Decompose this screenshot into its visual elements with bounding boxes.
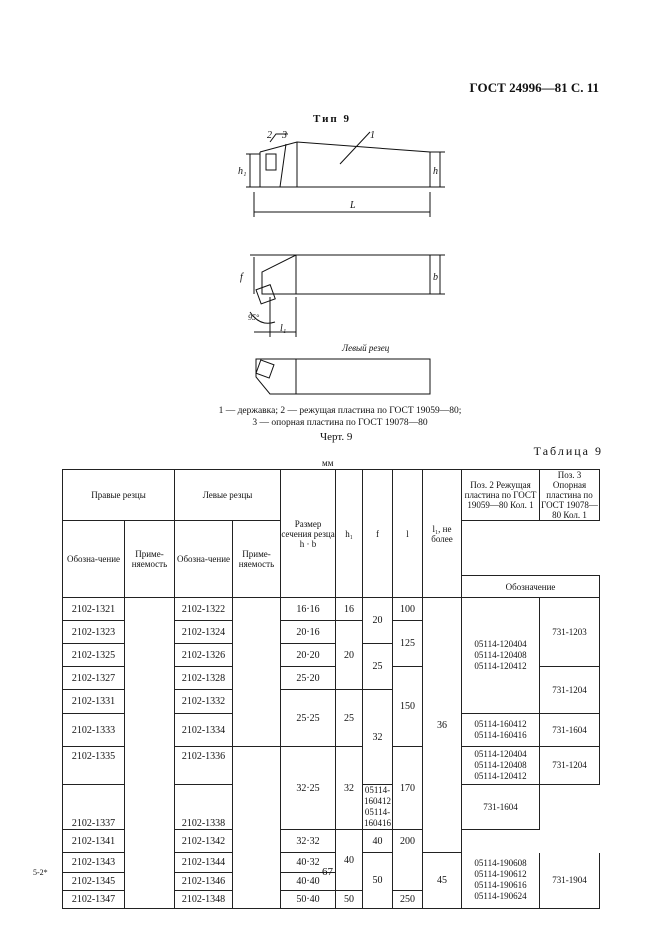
header-section: Размер сечения резца h · b <box>281 470 336 598</box>
right-code: 2102-1327 <box>63 667 125 690</box>
l-value: 100 <box>393 598 423 621</box>
l-value: 150 <box>393 667 423 747</box>
header-designation-sub: Обозначение <box>462 576 600 598</box>
section-value: 50·40 <box>281 891 336 909</box>
caption-line-1: 1 — державка; 2 — режущая пластина по ГОСТ 19059—80; <box>218 406 462 416</box>
dim-L: L <box>350 200 356 211</box>
f-value: 40 <box>363 830 393 853</box>
right-code: 2102-1347 <box>63 891 125 909</box>
pos2-value: 05114-160412 05114-160416 <box>364 785 392 828</box>
right-code: 2102-1321 <box>63 598 125 621</box>
section-value: 25·20 <box>281 667 336 690</box>
section-value: 25·25 <box>281 690 336 747</box>
section-value: 40·32 <box>281 853 336 873</box>
dim-f: f <box>240 272 243 283</box>
pos2-value: 05114-190608 05114-190612 05114-190616 05114-190624 <box>462 853 540 909</box>
header-l: l <box>393 470 423 598</box>
left-code: 2102-1346 <box>175 873 233 891</box>
unit-label: мм <box>322 458 334 468</box>
document-header: ГОСТ 24996—81 С. 11 <box>469 80 599 95</box>
header-right-designation: Обозна-чение <box>63 521 125 598</box>
f-value: 32 <box>363 690 393 785</box>
right-code: 2102-1341 <box>63 830 125 853</box>
left-code: 2102-1332 <box>175 690 233 714</box>
page-number: 67 <box>322 866 333 878</box>
header-left-designation: Обозна-чение <box>175 521 233 598</box>
dim-angle: 95° <box>248 313 260 322</box>
right-code: 2102-1333 <box>63 714 125 747</box>
right-code: 2102-1325 <box>63 644 125 667</box>
right-code: 2102-1323 <box>63 621 125 644</box>
f-value: 50 <box>363 853 393 909</box>
section-value: 20·20 <box>281 644 336 667</box>
l-value: 200 <box>393 830 423 853</box>
header-left-cutters: Левые резцы <box>175 470 281 521</box>
footnote: 5-2* <box>33 868 48 877</box>
dim-h1: h₁ <box>238 166 247 177</box>
technical-drawing <box>230 122 460 407</box>
side-view-insert <box>266 154 276 170</box>
left-code: 2102-1338 <box>175 785 233 830</box>
pos3-value: 731-1204 <box>540 747 600 785</box>
left-code: 2102-1326 <box>175 644 233 667</box>
header-pos2: Поз. 2 Режущая пластина по ГОСТ 19059—80 Кол. 1 <box>462 470 540 521</box>
left-code: 2102-1322 <box>175 598 233 621</box>
l-value: 170 <box>393 747 423 830</box>
left-code: 2102-1334 <box>175 714 233 747</box>
pos2-value: 05114-160412 05114-160416 <box>462 714 540 747</box>
h1-value: 50 <box>336 891 363 909</box>
h1-value: 32 <box>336 747 363 830</box>
table-label: Таблица 9 <box>533 444 603 458</box>
top-view-body <box>262 255 430 294</box>
table-row <box>63 598 600 621</box>
f-value: 25 <box>363 644 393 690</box>
dimensions-table <box>62 469 600 909</box>
l1-value: 36 <box>423 598 462 853</box>
right-code: 2102-1345 <box>63 873 125 891</box>
figure-label: Черт. 9 <box>320 431 353 443</box>
pos3-value: 731-1204 <box>540 667 600 714</box>
left-cutter-label: Левый резец <box>342 343 390 353</box>
left-code: 2102-1342 <box>175 830 233 853</box>
section-value: 40·40 <box>281 873 336 891</box>
h1-value: 25 <box>336 690 363 747</box>
left-code: 2102-1328 <box>175 667 233 690</box>
section-value: 20·16 <box>281 621 336 644</box>
left-cutter-body <box>256 359 430 394</box>
callout-1: 1 <box>370 130 375 141</box>
callout-2: 2 <box>267 130 272 141</box>
h1-value: 20 <box>336 621 363 690</box>
header-right-applicability: Приме-няемость <box>125 521 175 598</box>
right-code: 2102-1337 <box>63 785 125 830</box>
left-code: 2102-1336 <box>175 747 233 785</box>
l1-value: 45 <box>423 853 462 909</box>
pos3-value: 731-1203 <box>540 598 600 667</box>
header-left-applicability: Приме-няемость <box>233 521 281 598</box>
header-h1: h₁ <box>336 470 363 598</box>
caption-line-2: 3 — опорная пластина по ГОСТ 19078—80 <box>252 418 428 428</box>
section-value: 32·32 <box>281 830 336 853</box>
l-value-spacer <box>393 853 423 891</box>
header-spacer <box>462 521 600 576</box>
dim-b: b <box>433 272 438 283</box>
h1-value: 16 <box>336 598 363 621</box>
pos3-value: 731-1604 <box>462 785 540 830</box>
header-right-cutters: Правые резцы <box>63 470 175 521</box>
right-code: 2102-1343 <box>63 853 125 873</box>
section-value: 16·16 <box>281 598 336 621</box>
figure-caption <box>190 405 490 429</box>
pos2-value: 05114-120404 05114-120408 05114-120412 <box>462 598 540 714</box>
header-l1: l₁, не более <box>423 470 462 598</box>
left-cutter-insert <box>256 360 274 378</box>
header-pos3: Поз. 3 Опорная пластина по ГОСТ 19078—80 Кол. 1 <box>541 470 598 520</box>
left-code: 2102-1324 <box>175 621 233 644</box>
header-f: f <box>363 470 393 598</box>
section-value: 32·25 <box>281 747 336 830</box>
type-title: Тип 9 <box>313 113 351 125</box>
callout-3: 3 <box>282 130 287 141</box>
pos2-value: 05114-120404 05114-120408 05114-120412 <box>462 747 540 785</box>
dim-l1: l₁ <box>280 323 287 334</box>
l-value: 250 <box>393 891 423 909</box>
left-code: 2102-1344 <box>175 853 233 873</box>
h1-value: 40 <box>336 830 363 891</box>
right-code: 2102-1331 <box>63 690 125 714</box>
left-code: 2102-1348 <box>175 891 233 909</box>
l-value: 125 <box>393 621 423 667</box>
right-code: 2102-1335 <box>63 747 125 785</box>
f-value: 20 <box>363 598 393 644</box>
pos3-value: 731-1904 <box>540 853 600 909</box>
pos3-value: 731-1604 <box>540 714 600 747</box>
dim-h: h <box>433 166 438 177</box>
